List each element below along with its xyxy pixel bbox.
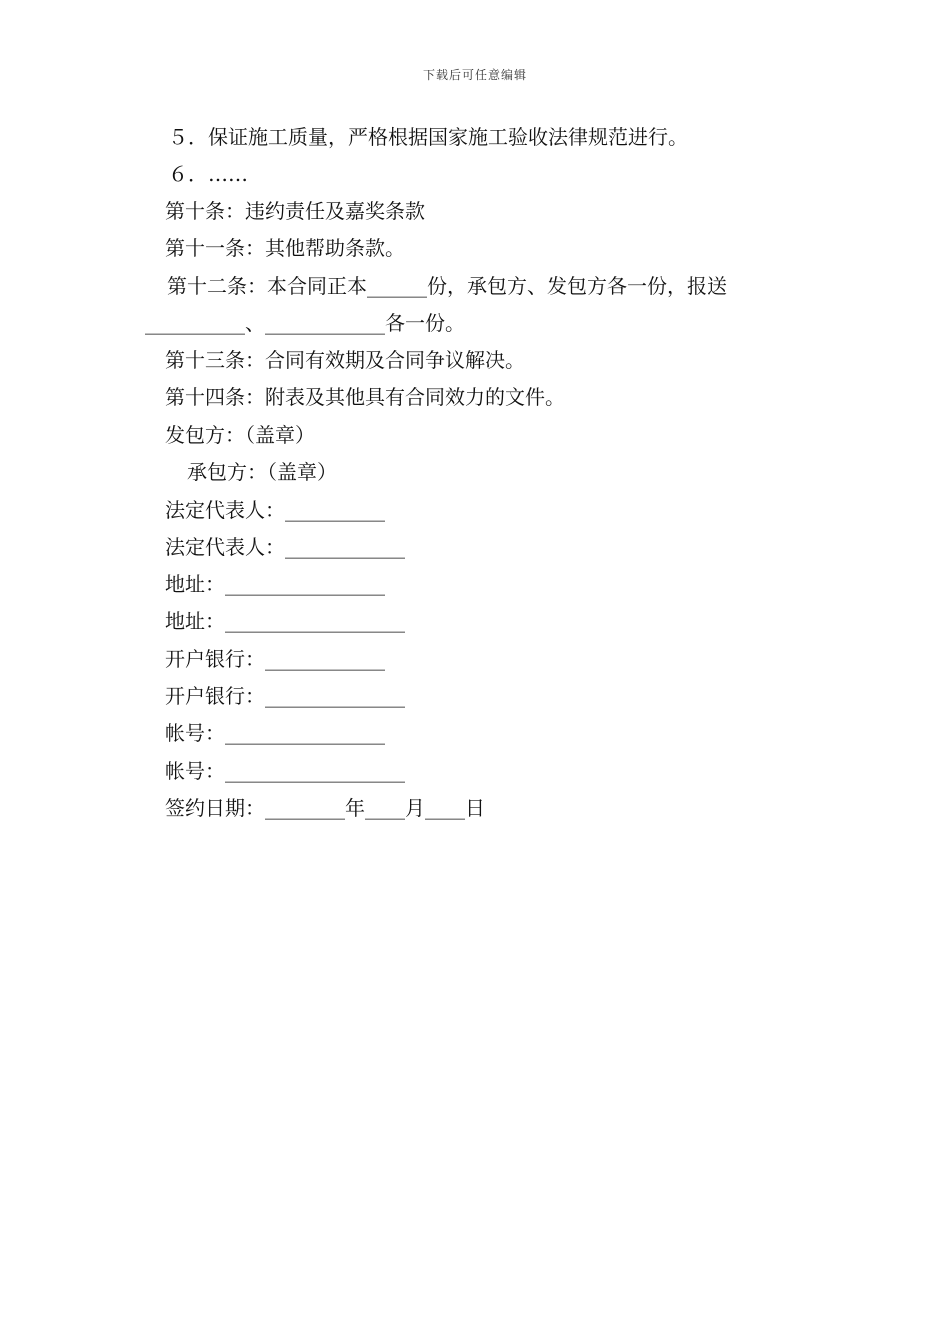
article-12-continued: __________、____________各一份。 xyxy=(145,311,465,335)
contractor-bank: 开户银行：______________ xyxy=(165,684,405,708)
employer-bank: 开户银行：____________ xyxy=(165,647,385,671)
employer-seal: 发包方：（盖章） xyxy=(165,423,315,447)
signing-date: 签约日期：________年____月____日 xyxy=(165,796,485,820)
contractor-address: 地址：__________________ xyxy=(165,609,405,633)
clause-item-6: ６．…… xyxy=(168,162,248,186)
article-13: 第十三条：合同有效期及合同争议解决。 xyxy=(165,348,525,372)
article-12: 第十二条：本合同正本______份，承包方、发包方各一份，报送 xyxy=(167,274,727,298)
article-14: 第十四条：附表及其他具有合同效力的文件。 xyxy=(165,385,565,409)
contractor-legal-rep: 法定代表人：____________ xyxy=(165,535,405,559)
clause-item-5: ５．保证施工质量，严格根据国家施工验收法律规范进行。 xyxy=(168,125,688,149)
page-header-note: 下载后可任意编辑 xyxy=(422,68,527,82)
employer-address: 地址：________________ xyxy=(165,572,385,596)
contractor-account: 帐号：__________________ xyxy=(165,759,405,783)
employer-account: 帐号：________________ xyxy=(165,721,385,745)
article-11: 第十一条：其他帮助条款。 xyxy=(165,236,405,260)
article-10: 第十条：违约责任及嘉奖条款 xyxy=(165,199,425,223)
contractor-seal: 承包方：（盖章） xyxy=(187,460,337,484)
employer-legal-rep: 法定代表人：__________ xyxy=(165,498,385,522)
